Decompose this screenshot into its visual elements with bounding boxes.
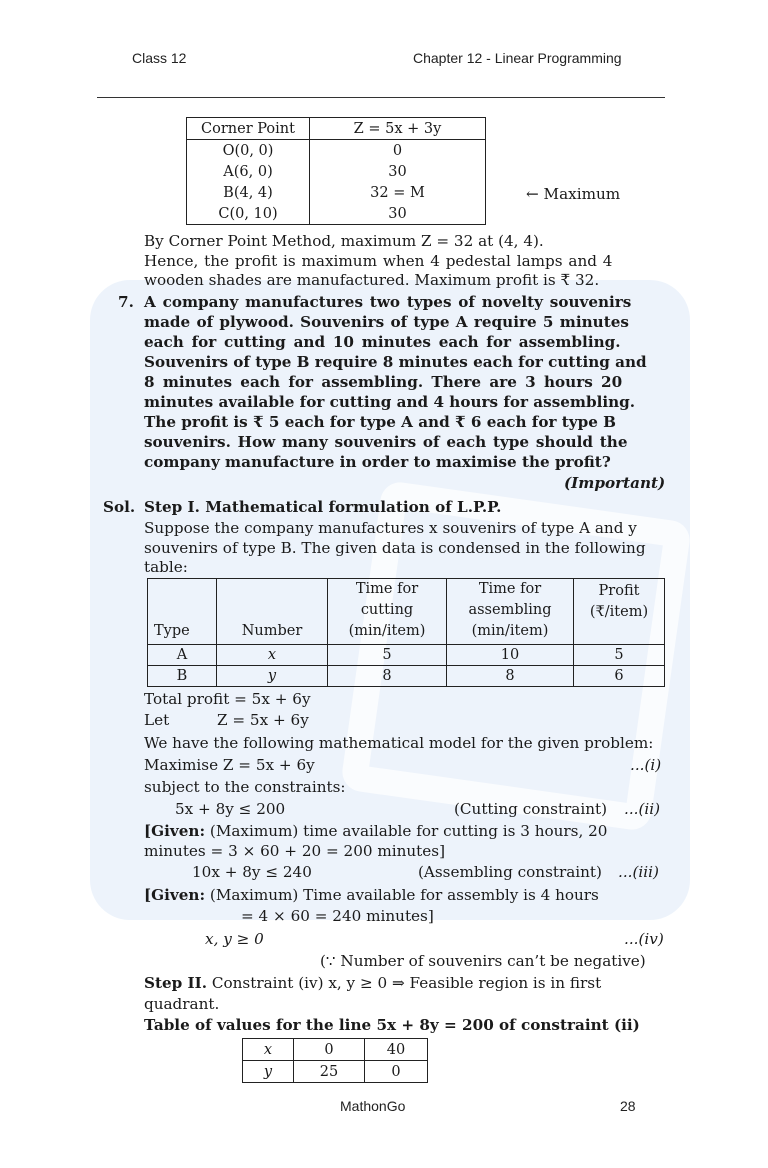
values-table (242, 1038, 428, 1083)
given-label: [Given: (144, 822, 206, 840)
text-line: We have the following mathematical model for the given problem: (144, 734, 654, 752)
question-line: minutes available for cutting and 4 hours for assembling. (144, 393, 636, 411)
step1-heading: Step I. Mathematical formulation of L.P.P. (144, 498, 502, 516)
let-label: Let (144, 711, 170, 729)
corner-point-table (186, 117, 486, 225)
let-expression: Z = 5x + 6y (217, 711, 309, 729)
question-line: A company manufactures two types of novelty souvenirs (144, 293, 632, 311)
table-title: Table of values for the line 5x + 8y = 200 of constraint (ii) (144, 1016, 640, 1034)
table-cell: 10 (447, 645, 574, 666)
table-cell: x (243, 1039, 294, 1061)
constraint-note: (Assembling constraint) (418, 863, 602, 881)
table-cell: 8 (328, 666, 447, 687)
question-line: Souvenirs of type B require 8 minutes each for cutting and (144, 353, 647, 371)
table-cell: y (217, 666, 328, 687)
table-cell: A(6, 0) (187, 161, 310, 182)
table-cell: 5 (328, 645, 447, 666)
constraint-note: (∵ Number of souvenirs can’t be negative) (320, 952, 646, 970)
text-line: souvenirs of type B. The given data is condensed in the following (144, 539, 646, 557)
table-cell: 0 (294, 1039, 365, 1061)
question-line: 8 minutes each for assembling. There are 3 hours 20 (144, 373, 623, 391)
page-number: 28 (620, 1098, 636, 1114)
header-rule (97, 97, 665, 98)
table-header: Time for assembling (min/item) (447, 579, 574, 645)
given-text: = 4 × 60 = 240 minutes] (241, 907, 434, 925)
table-cell: 0 (310, 140, 486, 162)
text-line: By Corner Point Method, maximum Z = 32 at (4, 4). (144, 232, 544, 250)
table-cell: 6 (574, 666, 665, 687)
ref-i: ...(i) (630, 756, 662, 774)
ref-iv: ...(iv) (624, 930, 664, 948)
data-table (147, 578, 665, 687)
text-line: Total profit = 5x + 6y (144, 690, 311, 708)
table-cell: 5 (574, 645, 665, 666)
constraint: x, y ≥ 0 (205, 930, 264, 948)
given-text: minutes = 3 × 60 + 20 = 200 minutes] (144, 842, 445, 860)
constraint-note: (Cutting constraint) (454, 800, 608, 818)
table-cell: B(4, 4) (187, 182, 310, 203)
table-cell: 32 = M (310, 182, 486, 203)
step2-label: Step II. (144, 974, 208, 992)
given-text: (Maximum) Time available for assembly is 4 hours (209, 886, 599, 904)
table-header: Number (217, 579, 328, 645)
question-number: 7. (118, 293, 134, 311)
question-line: The profit is ₹ 5 each for type A and ₹ 6 each for type B (144, 413, 616, 431)
text-line: table: (144, 558, 188, 576)
table-cell: 8 (447, 666, 574, 687)
footer-brand: MathonGo (340, 1098, 406, 1114)
table-cell: B (148, 666, 217, 687)
table-header: Z = 5x + 3y (310, 118, 486, 140)
maximum-annotation: ← Maximum (526, 185, 621, 203)
step2-text: quadrant. (144, 995, 220, 1013)
text-line: Hence, the profit is maximum when 4 pedestal lamps and 4 (144, 252, 613, 270)
constraint: 5x + 8y ≤ 200 (175, 800, 286, 818)
table-cell: y (243, 1061, 294, 1083)
table-cell: 0 (365, 1061, 428, 1083)
question-line: each for cutting and 10 minutes each for assembling. (144, 333, 621, 351)
table-cell: x (217, 645, 328, 666)
objective: Maximise Z = 5x + 6y (144, 756, 315, 774)
table-cell: A (148, 645, 217, 666)
given-label: [Given: (144, 886, 206, 904)
step2-text: Constraint (iv) x, y ≥ 0 ⇒ Feasible region is in first (211, 974, 602, 992)
table-header: Time for cutting (min/item) (328, 579, 447, 645)
table-cell: 25 (294, 1061, 365, 1083)
ref-iii: ...(iii) (618, 863, 659, 881)
text-line: subject to the constraints: (144, 778, 346, 796)
table-cell: O(0, 0) (187, 140, 310, 162)
header-class: Class 12 (132, 50, 187, 66)
table-cell: 30 (310, 161, 486, 182)
question-line: souvenirs. How many souvenirs of each type should the (144, 433, 628, 451)
table-header: Profit (₹/item) (574, 579, 665, 645)
text-line: wooden shades are manufactured. Maximum profit is ₹ 32. (144, 271, 600, 289)
table-cell: 40 (365, 1039, 428, 1061)
table-cell: 30 (310, 203, 486, 225)
table-cell: C(0, 10) (187, 203, 310, 225)
given-text: (Maximum) time available for cutting is 3 hours, 20 (209, 822, 608, 840)
constraint: 10x + 8y ≤ 240 (192, 863, 312, 881)
table-header: Type (148, 579, 217, 645)
ref-ii: ...(ii) (624, 800, 661, 818)
text-line: Suppose the company manufactures x souvenirs of type A and y (144, 519, 637, 537)
question-line: made of plywood. Souvenirs of type A require 5 minutes (144, 313, 629, 331)
important-tag: (Important) (564, 474, 666, 492)
solution-label: Sol. (103, 498, 136, 516)
header-chapter: Chapter 12 - Linear Programming (413, 50, 622, 66)
question-line: company manufacture in order to maximise the profit? (144, 453, 611, 471)
table-header: Corner Point (187, 118, 310, 140)
